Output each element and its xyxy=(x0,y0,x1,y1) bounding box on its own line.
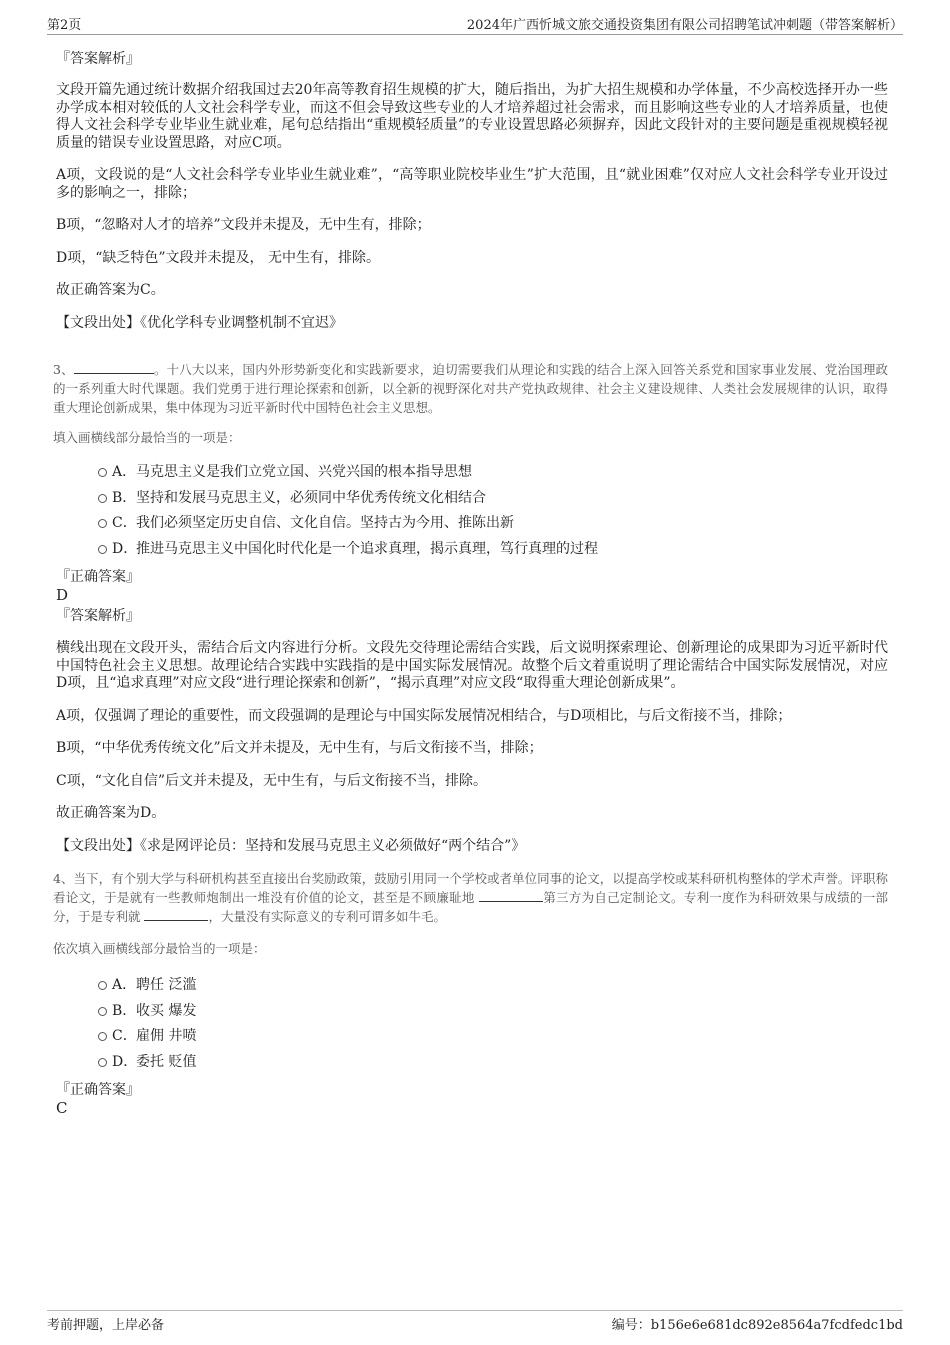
analysis-source: 【文段出处】《求是网评论员：坚持和发展马克思主义必须做好“两个结合”》 xyxy=(56,837,526,854)
question-3 xyxy=(53,360,888,855)
question-number: 3、 xyxy=(53,362,74,377)
correct-answer: C xyxy=(56,1099,68,1117)
question-stem-part-2: 第三方为自己定制论文。专利一度作为科研效果与成绩的一部分，于是专利就 xyxy=(53,890,888,924)
analysis-option-b: B项，“中华优秀传统文化”后文并未提及，无中生有，与后文衔接不当，排除； xyxy=(56,740,543,756)
analysis-conclusion: 故正确答案为D。 xyxy=(56,805,166,821)
analysis-option-b: B项，“忽略对人才的培养”文段并未提及，无中生有，排除； xyxy=(56,217,431,233)
question-stem xyxy=(53,360,888,417)
option-list xyxy=(56,973,888,1075)
option-c[interactable]: C．我们必须坚定历史自信、文化自信。坚持古为今用、推陈出新 xyxy=(56,511,888,537)
option-a[interactable]: A．聘任 泛滥 xyxy=(56,973,888,999)
option-a[interactable]: A．马克思主义是我们立党立国、兴党兴国的根本指导思想 xyxy=(56,460,888,486)
analysis-text: 横线出现在文段开头，需结合后文内容进行分析。文段先交待理论需结合实践，后文说明探索理论、创新理论的成果即为习近平新时代中国特色社会主义思想。故理论结合实践中实践指的是中国实际发展情况。故整个后文着重说明了理论需结合中国实际发展情况，对应D项，且“追求真理”对应文段“进行理论探索和创新”，“揭示真理”对应文段“取得重大理论创新成果”。 xyxy=(56,640,888,691)
footer-slogan: 考前押题，上岸必备 xyxy=(47,1318,165,1333)
page-footer xyxy=(47,1310,903,1336)
analysis-option-c: C项，“文化自信”后文并未提及，无中生有，与后文衔接不当，排除。 xyxy=(56,772,488,789)
page-content xyxy=(53,46,888,1117)
question-prompt: 填入画横线部分最恰当的一项是： xyxy=(53,430,241,445)
question-stem-part-1: 当下，有个别大学与科研机构甚至直接出台奖励政策，鼓励引用同一个学校或者单位同事的论文，以提高学校或某科研机构整体的学术声誉。评职称看论文，于是就有一些教师炮制出一堆没有价值的论文，甚至是不顾廉耻地 xyxy=(53,871,888,905)
analysis-heading: 『答案解析』 xyxy=(56,608,140,624)
analysis-option-d: D项，“缺乏特色”文段并未提及， 无中生有，排除。 xyxy=(56,249,380,266)
radio-button[interactable] xyxy=(98,1058,107,1067)
radio-button[interactable] xyxy=(98,519,107,528)
radio-button[interactable] xyxy=(98,468,107,477)
fill-blank xyxy=(479,889,543,902)
correct-answer-heading: 『正确答案』 xyxy=(56,569,140,585)
radio-button[interactable] xyxy=(98,545,107,554)
question-stem-text: 。十八大以来，国内外形势新变化和实践新要求，迫切需要我们从理论和实践的结合上深入回答关系党和国家事业发展、党治国理政的一系列重大时代课题。我们党勇于进行理论探索和创新，以全新的视野深化对共产党执政规律、社会主义建设规律、人类社会发展规律的认识，取得重大理论创新成果，集中体现为习近平新时代中国特色社会主义思想。 xyxy=(53,362,888,415)
option-b[interactable]: B．收买 爆发 xyxy=(56,999,888,1025)
document-serial: 编号：b156e6e681dc892e8564a7fcdfedc1bd xyxy=(611,1318,903,1333)
question-number: 4、 xyxy=(53,871,74,886)
analysis-heading: 『答案解析』 xyxy=(56,51,140,67)
radio-button[interactable] xyxy=(98,1007,107,1016)
fill-blank xyxy=(144,908,208,921)
page-number: 第2页 xyxy=(47,18,82,33)
correct-answer: D xyxy=(56,586,69,604)
analysis-source: 【文段出处】《优化学科专业调整机制不宜迟》 xyxy=(56,314,343,331)
option-d[interactable]: D．委托 贬值 xyxy=(56,1050,888,1076)
question-4 xyxy=(53,869,888,1117)
analysis-text: 文段开篇先通过统计数据介绍我国过去20年高等教育招生规模的扩大，随后指出，为扩大招生规模和办学体量，不少高校选择开办一些办学成本相对较低的人文社会科学专业，而这不但会导致这些专业的人才培养超过社会需求，而且影响这些专业的人才培养质量，也使得人文社会科学专业毕业生就业难，尾句总结指出“重规模轻质量”的专业设置思路必须摒弃，因此文段针对的主要问题是重视规模轻视质量的错误专业设置思路，对应C项。 xyxy=(56,82,888,151)
radio-button[interactable] xyxy=(98,981,107,990)
question-prompt: 依次填入画横线部分最恰当的一项是： xyxy=(53,941,266,956)
page-header xyxy=(47,14,903,35)
question-stem-part-3: ，大量没有实际意义的专利可谓多如牛毛。 xyxy=(208,909,446,924)
radio-button[interactable] xyxy=(98,494,107,503)
correct-answer-heading: 『正确答案』 xyxy=(56,1082,140,1098)
option-list xyxy=(56,460,888,562)
option-b[interactable]: B．坚持和发展马克思主义，必须同中华优秀传统文化相结合 xyxy=(56,486,888,512)
analysis-option-a: A项，文段说的是“人文社会科学专业毕业生就业难”，“高等职业院校毕业生”扩大范围，且“就业困难”仅对应人文社会科学专业开设过多的影响之一，排除； xyxy=(56,167,888,201)
analysis-conclusion: 故正确答案为C。 xyxy=(56,282,165,298)
question-stem xyxy=(53,869,888,926)
option-d[interactable]: D．推进马克思主义中国化时代化是一个追求真理，揭示真理，笃行真理的过程 xyxy=(56,537,888,563)
fill-blank xyxy=(74,361,154,374)
question-2-analysis xyxy=(56,50,888,332)
radio-button[interactable] xyxy=(98,1032,107,1041)
analysis-option-a: A项，仅强调了理论的重要性，而文段强调的是理论与中国实际发展情况相结合，与D项相比，与后文衔接不当，排除； xyxy=(56,707,792,724)
document-title: 2024年广西忻城文旅交通投资集团有限公司招聘笔试冲刺题（带答案解析） xyxy=(466,18,903,33)
option-c[interactable]: C．雇佣 井喷 xyxy=(56,1024,888,1050)
